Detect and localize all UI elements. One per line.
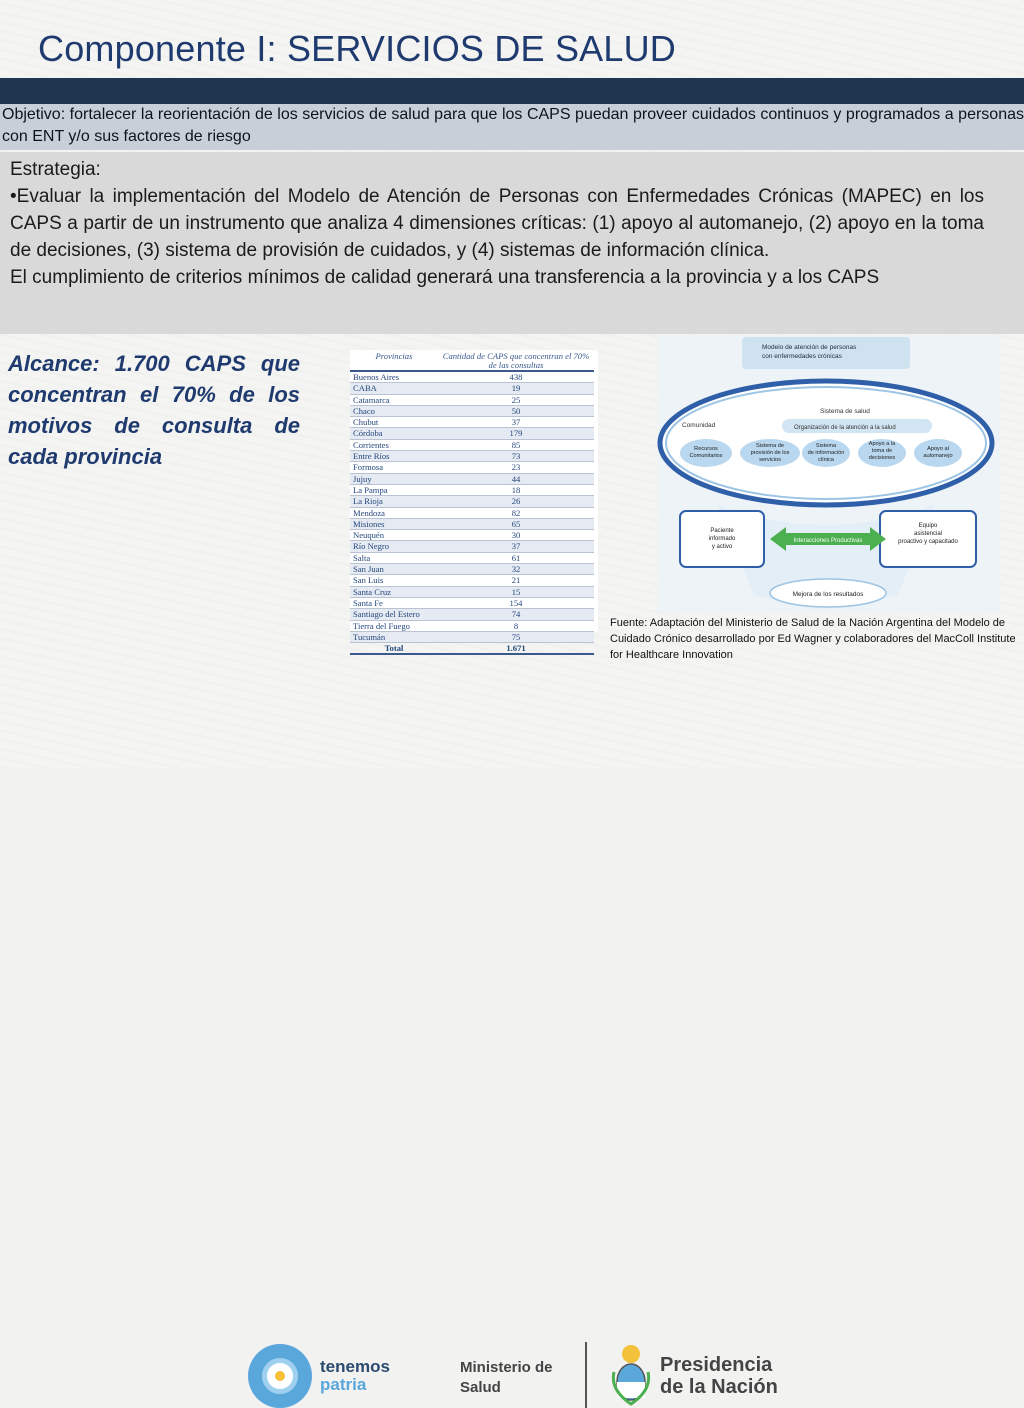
strategy-closing: El cumplimiento de criterios mínimos de calidad generará una transferencia a la provincia y a los CAPS [10, 267, 880, 288]
caps-count-cell: 85 [438, 439, 594, 450]
table-row [350, 405, 594, 416]
footer [0, 666, 1024, 1398]
table-row [350, 439, 594, 450]
caps-count-cell: 15 [438, 586, 594, 597]
table-row [350, 541, 594, 552]
sun-icon [275, 1371, 285, 1381]
caps-count-cell: 73 [438, 451, 594, 462]
table-row [350, 417, 594, 428]
tenemos-patria-logo-icon [248, 1344, 312, 1408]
objective-text: Objetivo: fortalecer la reorientación de los servicios de salud para que los CAPS puedan proveer cuidados continuos y programados a personas con ENT y/o sus factores de riesgo [0, 104, 1024, 150]
table-header-cantidad: Cantidad de CAPS que concentran el 70% de las consultas [438, 350, 594, 371]
caps-count-cell: 44 [438, 473, 594, 484]
caps-count-cell: 179 [438, 428, 594, 439]
table-row [350, 451, 594, 462]
svg-text:Sistema: Sistema [815, 443, 837, 449]
caps-count-cell: 8 [438, 620, 594, 631]
escudo-icon [610, 1342, 652, 1408]
svg-text:decisiones: decisiones [868, 455, 896, 461]
svg-text:Recursos: Recursos [694, 446, 718, 452]
table-row [350, 371, 594, 383]
caps-count-cell: 50 [438, 405, 594, 416]
province-cell: Neuquén [350, 530, 438, 541]
table-row [350, 518, 594, 529]
caps-count-cell: 25 [438, 394, 594, 405]
total-value: 1.671 [438, 643, 594, 655]
table-row [350, 484, 594, 495]
caps-count-cell: 154 [438, 597, 594, 608]
diagram-svg [658, 335, 1000, 613]
table-row [350, 462, 594, 473]
table-row [350, 428, 594, 439]
province-cell: Corrientes [350, 439, 438, 450]
logo-divider [585, 1342, 587, 1408]
svg-text:Equipo: Equipo [918, 523, 938, 529]
province-cell: Salta [350, 552, 438, 563]
chronic-care-model-diagram [658, 335, 1000, 613]
province-cell: Entre Ríos [350, 451, 438, 462]
svg-text:y activo: y activo [711, 544, 733, 550]
organizacion-label: Organización de la atención a la salud [794, 425, 896, 431]
table-row [350, 564, 594, 575]
interacciones-label: Interacciones Productivas [793, 538, 863, 544]
table-row [350, 473, 594, 484]
province-cell: CABA [350, 383, 438, 394]
svg-text:Sistema de: Sistema de [756, 443, 784, 449]
province-cell: Misiones [350, 518, 438, 529]
province-cell: Tierra del Fuego [350, 620, 438, 631]
table-row [350, 394, 594, 405]
ministerio-salud-logo: Ministerio de Salud [460, 1359, 553, 1396]
svg-text:asistencial: asistencial [913, 531, 943, 537]
caps-count-cell: 82 [438, 507, 594, 518]
presidencia-nacion-logo: Presidencia de la Nación [660, 1354, 778, 1398]
table-row [350, 609, 594, 620]
mejora-label: Mejora de los resultados [792, 591, 864, 598]
tenemos-patria-logo-text: tenemos patria [320, 1357, 390, 1394]
province-cell: Mendoza [350, 507, 438, 518]
province-cell: Santa Fe [350, 597, 438, 608]
svg-text:de información: de información [807, 450, 845, 456]
province-cell: Buenos Aires [350, 371, 438, 383]
province-cell: Chaco [350, 405, 438, 416]
province-cell: La Rioja [350, 496, 438, 507]
caps-count-cell: 26 [438, 496, 594, 507]
svg-text:Paciente: Paciente [710, 528, 734, 534]
province-cell: Santa Cruz [350, 586, 438, 597]
caps-count-cell: 37 [438, 417, 594, 428]
strategy-heading: Estrategia: [10, 159, 101, 180]
province-cell: Catamarca [350, 394, 438, 405]
sistema-salud-label: Sistema de salud [820, 408, 870, 415]
caps-count-cell: 30 [438, 530, 594, 541]
caps-count-cell: 75 [438, 631, 594, 642]
table-row [350, 631, 594, 642]
caps-table [350, 350, 594, 655]
svg-text:toma de: toma de [871, 448, 893, 454]
caps-count-cell: 21 [438, 575, 594, 586]
province-cell: Tucumán [350, 631, 438, 642]
svg-text:Comunitarios: Comunitarios [689, 453, 723, 459]
province-cell: Jujuy [350, 473, 438, 484]
slide-title: Componente I: SERVICIOS DE SALUD [38, 28, 676, 69]
svg-text:clínica: clínica [818, 457, 834, 463]
svg-text:Apoyo a la: Apoyo a la [868, 441, 896, 447]
table-row [350, 597, 594, 608]
province-cell: Formosa [350, 462, 438, 473]
strategy-bullet: •Evaluar la implementación del Modelo de Atención de Personas con Enfermedades Crónicas (MAPEC) en los CAPS a partir de un instrumento que analiza 4 dimensiones críticas: (1) apoyo al automanejo, (2) apoyo en la toma de decisiones, (3) sistema de provisión de cuidados, y (4) sistemas de información clínica. [10, 186, 984, 261]
svg-text:Apoyo al: Apoyo al [927, 446, 949, 452]
province-cell: Chubut [350, 417, 438, 428]
province-cell: Córdoba [350, 428, 438, 439]
caps-count-cell: 61 [438, 552, 594, 563]
table-row [350, 620, 594, 631]
svg-text:automanejo: automanejo [923, 453, 953, 459]
diagram-header-line2: con enfermedades crónicas [762, 353, 842, 360]
svg-text:informado: informado [708, 536, 736, 542]
table-row [350, 586, 594, 597]
caps-count-cell: 438 [438, 371, 594, 383]
table-body [350, 371, 594, 654]
source-note: Fuente: Adaptación del Ministerio de Salud de la Nación Argentina del Modelo de Cuidado Crónico desarrollado por Ed Wagner y colaboradores del MacColl Institute for Healthcare Innovation [610, 617, 1016, 661]
province-cell: San Luis [350, 575, 438, 586]
table-row [350, 496, 594, 507]
table-total-row [350, 643, 594, 655]
caps-count-cell: 19 [438, 383, 594, 394]
caps-count-cell: 32 [438, 564, 594, 575]
strategy-box [0, 152, 1024, 334]
svg-text:provisión de los: provisión de los [750, 450, 790, 456]
comunidad-label: Comunidad [682, 422, 716, 429]
province-cell: Río Negro [350, 541, 438, 552]
caps-table-container [350, 350, 598, 654]
province-cell: Santiago del Estero [350, 609, 438, 620]
svg-text:proactivo y capacitado: proactivo y capacitado [898, 539, 958, 545]
caps-count-cell: 65 [438, 518, 594, 529]
caps-count-cell: 18 [438, 484, 594, 495]
caps-count-cell: 74 [438, 609, 594, 620]
table-row [350, 383, 594, 394]
province-cell: San Juan [350, 564, 438, 575]
table-header-provincias: Provincias [350, 350, 438, 371]
svg-text:servicios: servicios [759, 457, 781, 463]
table-row [350, 530, 594, 541]
table-row [350, 575, 594, 586]
diagram-header-line1: Modelo de atención de personas [762, 344, 857, 351]
table-row [350, 552, 594, 563]
table-row [350, 507, 594, 518]
caps-count-cell: 37 [438, 541, 594, 552]
total-label: Total [350, 643, 438, 655]
alcance-text: Alcance: 1.700 CAPS que concentran el 70% de los motivos de consulta de cada provincia [8, 351, 300, 469]
caps-count-cell: 23 [438, 462, 594, 473]
province-cell: La Pampa [350, 484, 438, 495]
